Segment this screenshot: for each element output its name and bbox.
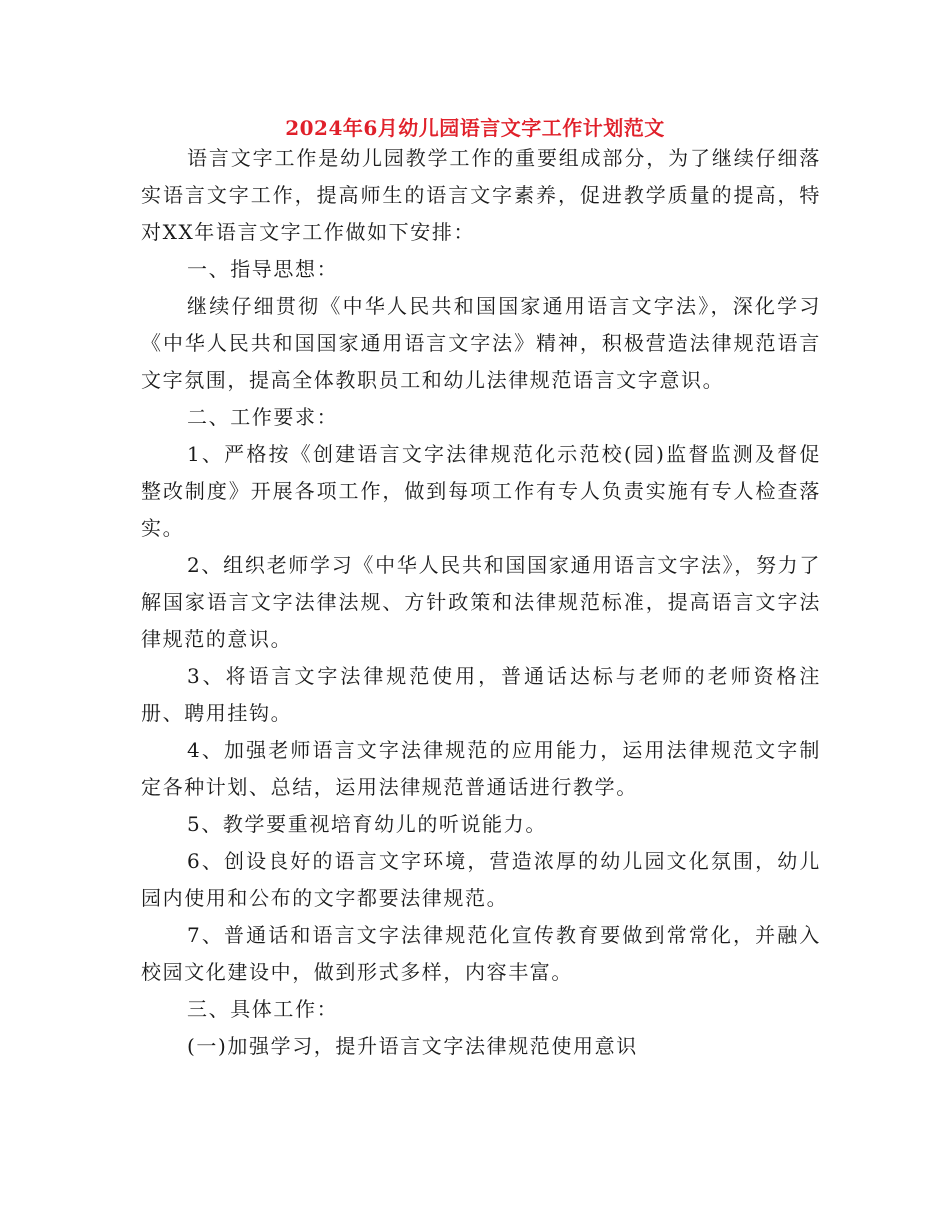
section-heading-guiding-ideology: 一、指导思想： [187,257,339,281]
requirement-item-3: 3、将语言文字法律规范使用，普通话达标与老师的老师资格注册、聘用挂钩。 [141,664,821,725]
section-heading-work-requirements: 二、工作要求： [187,405,339,429]
requirement-item-1: 1、严格按《创建语言文字法律规范化示范校(园)监督监测及督促整改制度》开展各项工作，做到每项工作有专人负责实施有专人检查落实。 [141,442,821,540]
document-title: 2024年6月幼儿园语言文字工作计划范文 [285,116,665,140]
requirement-item-4: 4、加强老师语言文字法律规范的应用能力，运用法律规范文字制定各种计划、总结，运用法律规范普通话进行教学。 [141,738,821,799]
subsection-heading-strengthen-learning: (一)加强学习，提升语言文字法律规范使用意识 [187,1034,638,1058]
guiding-ideology-paragraph: 继续仔细贯彻《中华人民共和国国家通用语言文字法》，深化学习《中华人民共和国国家通用语言文字法》精神，积极营造法律规范语言文字氛围，提高全体教职员工和幼儿法律规范语言文字意识。 [141,294,821,392]
section-heading-specific-work: 三、具体工作： [187,997,339,1021]
intro-paragraph: 语言文字工作是幼儿园教学工作的重要组成部分，为了继续仔细落实语言文字工作，提高师生的语言文字素养，促进教学质量的提高，特对XX年语言文字工作做如下安排： [141,146,821,244]
document-body [141,140,821,1065]
requirement-item-5: 5、教学要重视培育幼儿的听说能力。 [187,812,547,836]
requirement-item-7: 7、普通话和语言文字法律规范化宣传教育要做到常常化，并融入校园文化建设中，做到形式多样，内容丰富。 [141,923,821,984]
requirement-item-2: 2、组织老师学习《中华人民共和国国家通用语言文字法》，努力了解国家语言文字法律法规、方针政策和法律规范标准，提高语言文字法律规范的意识。 [141,553,821,651]
requirement-item-6: 6、创设良好的语言文字环境，营造浓厚的幼儿园文化氛围，幼儿园内使用和公布的文字都要法律规范。 [141,849,821,910]
